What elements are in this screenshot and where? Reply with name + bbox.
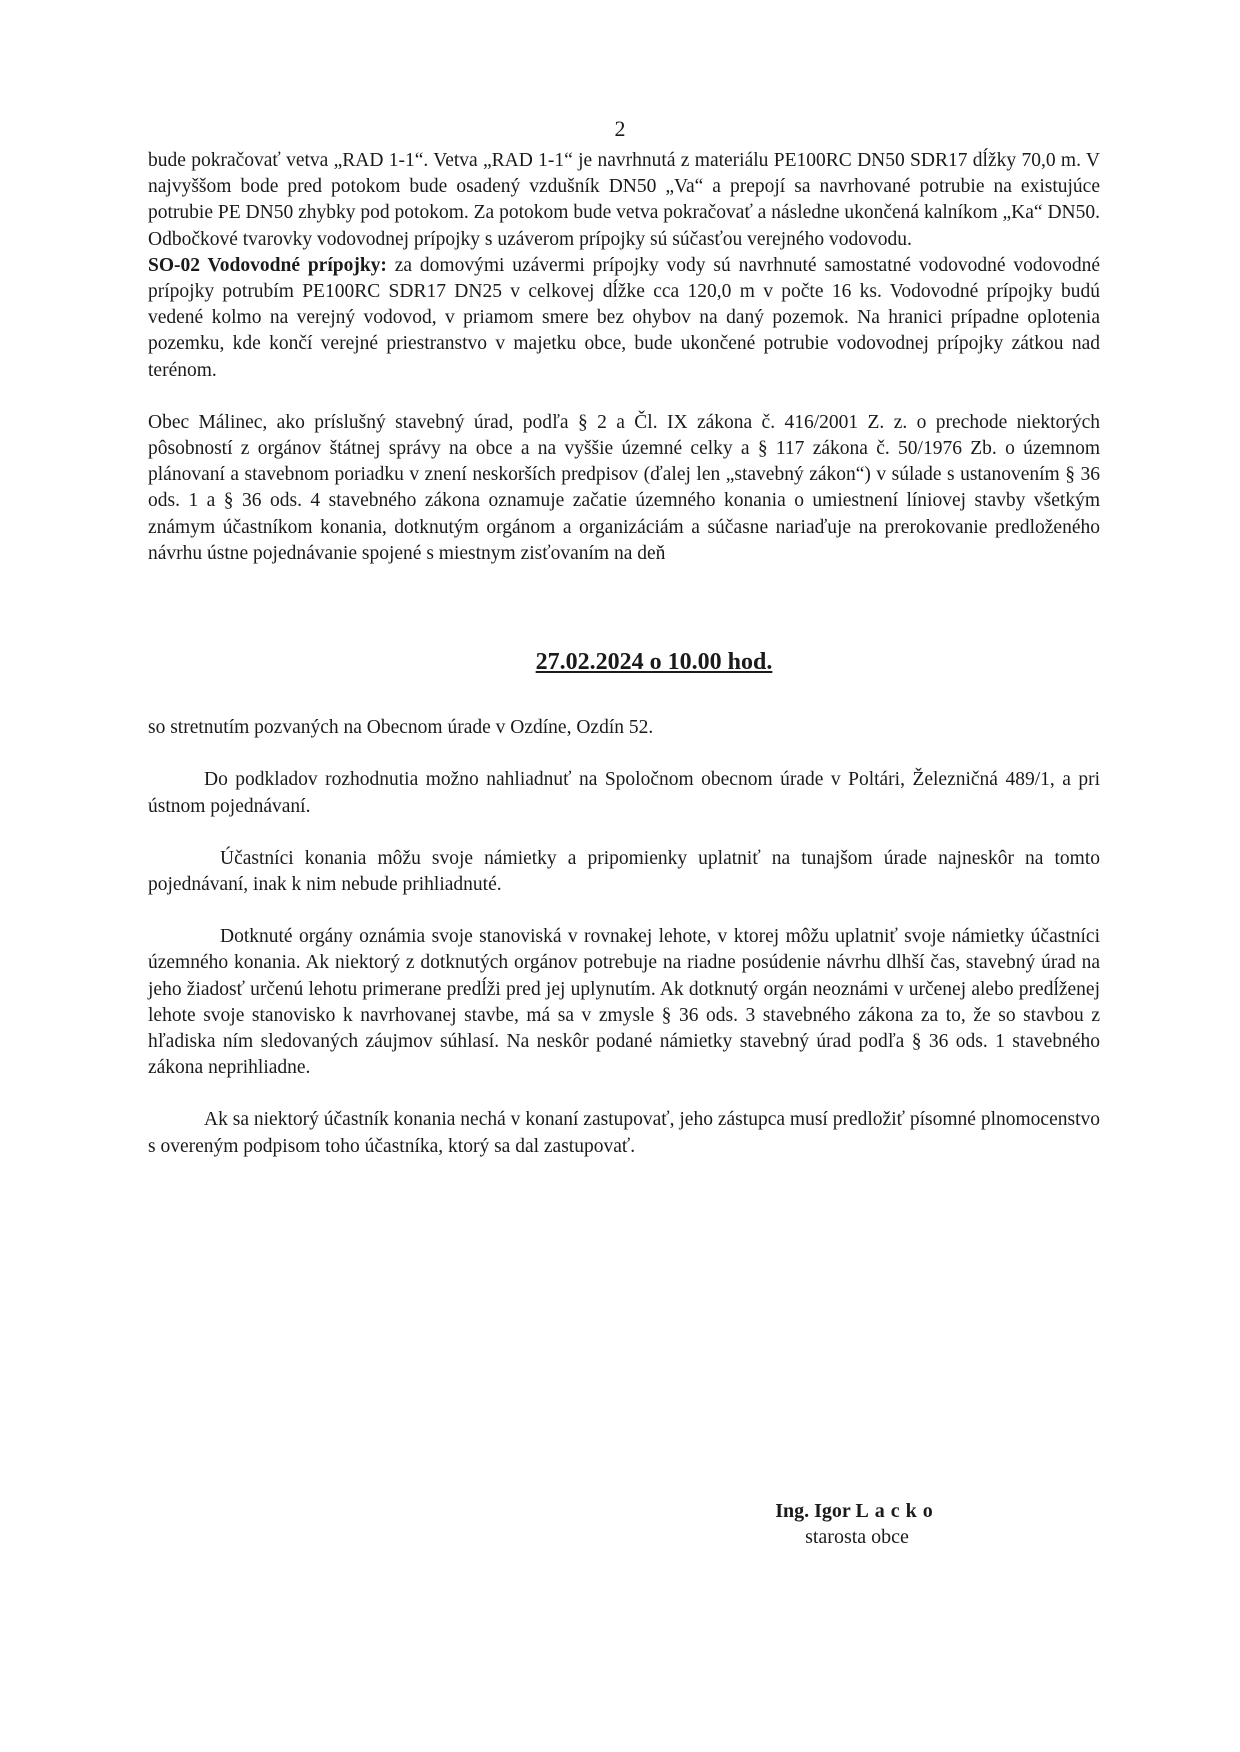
signatory-title: starosta obce: [805, 1526, 909, 1548]
paragraph-representation: Ak sa niektorý účastník konania nechá v konaní zastupovať, jeho zástupca musí predložiť písomné plnomocenstvo s overeným podpisom toho účastníka, ktorý sa dal zastupovať.: [148, 1109, 1100, 1157]
page-number: 2: [614, 116, 626, 141]
paragraph-meeting-place: so stretnutím pozvaných na Obecnom úrade v Ozdíne, Ozdín 52.: [148, 717, 654, 739]
so02-label: SO-02 Vodovodné prípojky:: [148, 254, 387, 276]
paragraph-documents: Do podkladov rozhodnutia možno nahliadnuť na Spoločnom obecnom úrade v Poltári, Železničná 489/1, a pri ústnom pojednávaní.: [148, 769, 1100, 817]
paragraph-rad-branch: bude pokračovať vetva „RAD 1-1“. Vetva „RAD 1-1“ je navrhnutá z materiálu PE100RC DN50 SDR17 dĺžky 70,0 m. V najvyššom bode pred potokom bude osadený vzdušník DN50 „Va“ a prepojí sa navrhované potrubie na existujúce potrubie PE DN50 zhybky pod potokom. Za potokom bude vetva pokračovať a následne ukončená kalníkom „Ka“ DN50. Odbočkové tvarovky vodovodnej prípojky s uzáverom prípojky sú súčasťou verejného vodovodu.: [148, 150, 1100, 250]
paragraph-so02: [148, 253, 1100, 384]
hearing-date: 27.02.2024 o 10.00 hod.: [535, 649, 773, 676]
signatory-name-prefix: Ing. Igor: [775, 1500, 856, 1522]
signature-block: [742, 1498, 972, 1550]
signatory-name: [742, 1498, 972, 1524]
document-body: [148, 148, 1100, 1160]
signatory-surname: Lacko: [855, 1500, 939, 1522]
paragraph-authorities: Dotknuté orgány oznámia svoje stanoviská v rovnakej lehote, v ktorej môžu uplatniť svoje námietky účastníci územného konania. Ak niektorý z dotknutých orgánov potrebuje na riadne posúdenie návrhu dlhší čas, stavebný úrad na jeho žiadosť určenú lehotu primerane predĺži pred jej uplynutím. Ak dotknutý orgán neoznámi v určenej alebo predĺženej lehote svoje stanovisko k navrhovanej stavbe, má sa v zmysle § 36 ods. 3 stavebného zákona za to, že so stavbou z hľadiska ním sledovaných záujmov súhlasí. Na neskôr podané námietky stavebný úrad podľa § 36 ods. 1 stavebného zákona neprihliadne.: [148, 926, 1100, 1079]
paragraph-objections: Účastníci konania môžu svoje námietky a pripomienky uplatniť na tunajšom úrade najneskôr na tomto pojednávaní, inak k nim nebude prihliadnuté.: [148, 847, 1100, 896]
paragraph-notice: Obec Málinec, ako príslušný stavebný úrad, podľa § 2 a Čl. IX zákona č. 416/2001 Z. z. o prechode niektorých pôsobností z orgánov štátnej správy na obce a na vyššie územné celky a § 117 zákona č. 50/1976 Zb. o územnom plánovaní a stavebnom poriadku v znení neskorších predpisov (ďalej len „stavebný zákon“) v súlade s ustanovením § 36 ods. 1 a § 36 ods. 4 stavebného zákona oznamuje začatie územného konania o umiestnení líniovej stavby všetkým známym účastníkom konania, dotknutým orgánom a organizáciám a súčasne nariaďuje na prerokovanie predloženého návrhu ústne pojednávanie spojené s miestnym zisťovaním na deň: [148, 411, 1100, 564]
so02-text: za domovými uzávermi prípojky vody sú navrhnuté samostatné vodovodné vodovodné prípojky potrubím PE100RC SDR17 DN25 v celkovej dĺžke cca 120,0 m v počte 16 ks. Vodovodné prípojky budú vedené kolmo na verejný vodovod, v priamom smere bez ohybov na daný pozemok. Na hranici prípadne oplotenia pozemku, kde končí verejné priestranstvo v majetku obce, bude ukončené potrubie vodovodnej prípojky zátkou nad terénom.: [148, 254, 1101, 381]
